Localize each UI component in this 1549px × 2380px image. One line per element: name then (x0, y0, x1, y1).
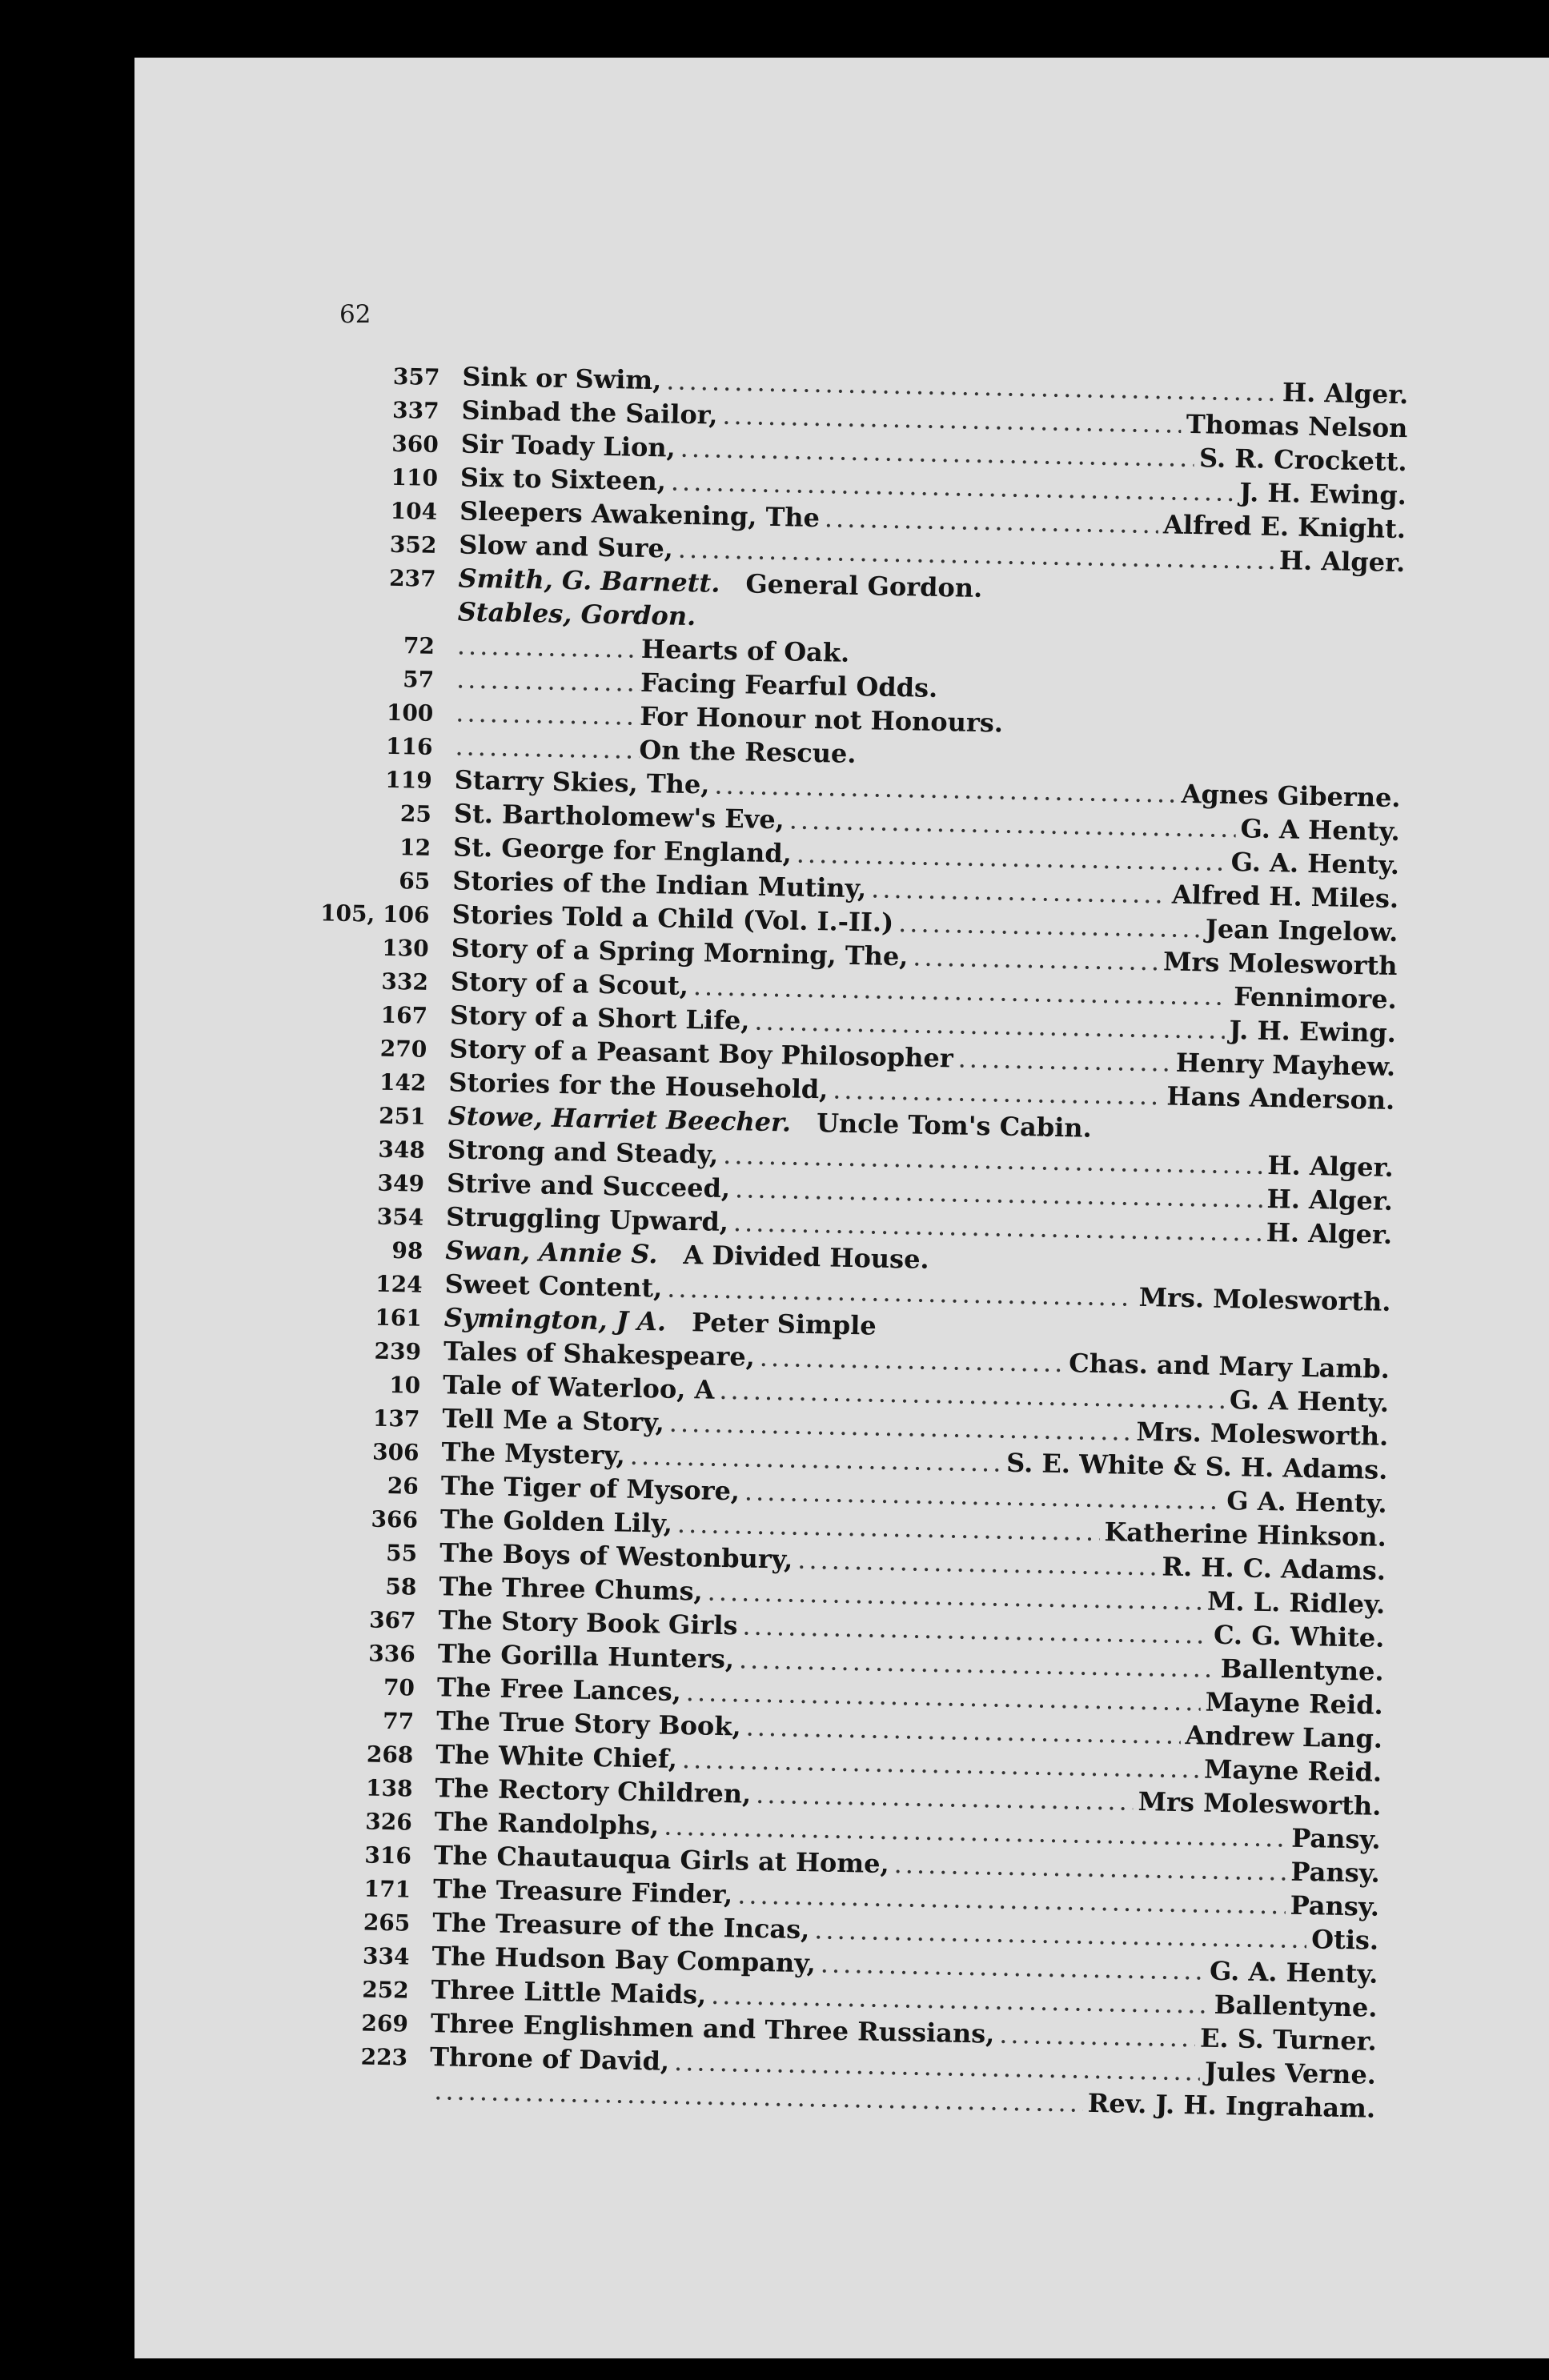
entry-number: 116 (385, 732, 433, 760)
entry-title: The Randolphs, (434, 1806, 660, 1841)
entry-number: 12 (399, 834, 431, 861)
entry-author-heading: Swan, Annie S. (445, 1235, 658, 1270)
entry-title: Stories of the Indian Mutiny, (451, 865, 867, 904)
entry-author: Ballentyne. (1214, 1989, 1378, 2023)
entry-title: The Story Book Girls (438, 1605, 738, 1641)
entry-number: 171 (363, 1875, 411, 1903)
entry-number: 237 (388, 564, 436, 592)
entry-number: 138 (365, 1774, 413, 1802)
entry-author: Mrs Molesworth. (1138, 1786, 1382, 1821)
entry-author: Pansy. (1290, 1822, 1381, 1855)
entry-number: 57 (402, 666, 435, 693)
entry-title: Stories Told a Child (Vol. I.-II.) (451, 899, 894, 938)
dot-leader (893, 1849, 1286, 1886)
entry-title: Sir Toady Lion, (460, 428, 676, 463)
entry-title: Throne of David, (429, 2041, 670, 2077)
entry-title: Tales of Shakespeare, (443, 1336, 756, 1372)
entry-author: Pansy. (1290, 1856, 1381, 1889)
entry-author: Ballentyne. (1220, 1653, 1384, 1687)
entry-title: Uncle Tom's Cabin. (816, 1108, 1093, 1144)
entry-author: M. L. Ridley. (1206, 1585, 1386, 1620)
entry-number: 167 (380, 1001, 428, 1029)
entry-title: The White Chief, (435, 1739, 678, 1774)
dot-leader (759, 1342, 1064, 1378)
entry-author: J. H. Ewing. (1229, 1015, 1397, 1049)
entry-number: 10 (388, 1371, 421, 1399)
entry-author: Katherine Hinkson. (1104, 1517, 1387, 1553)
entry-number: 70 (383, 1673, 415, 1701)
entry-number: 98 (391, 1237, 423, 1264)
entry-author: Jules Verne. (1204, 2056, 1377, 2090)
entry-title: Story of a Peasant Boy Philosopher (448, 1033, 954, 1074)
entry-title: The True Story Book, (435, 1705, 742, 1742)
entry-number: 25 (399, 800, 432, 827)
entry-author: Alfred H. Miles. (1171, 879, 1399, 915)
dot-leader (999, 2019, 1196, 2053)
entry-number: 336 (368, 1640, 416, 1668)
entry-author: G. A Henty. (1240, 813, 1401, 847)
entry-author: Mayne Reid. (1205, 1686, 1384, 1721)
entry-title: The Gorilla Hunters, (437, 1638, 735, 1675)
dot-leader (630, 1440, 1002, 1478)
entry-number: 326 (364, 1808, 413, 1836)
dot-leader (455, 697, 640, 731)
entry-author-heading: Stables, Gordon. (457, 596, 696, 632)
entry-number: 360 (391, 430, 439, 458)
entry-title: Three Little Maids, (431, 1974, 707, 2010)
entry-number: 58 (385, 1573, 417, 1601)
entry-number: 65 (399, 867, 431, 895)
entry-number: 104 (390, 497, 438, 525)
entry-author: G. A. Henty. (1230, 847, 1400, 881)
entry-title: Sleepers Awakening, The (459, 495, 821, 534)
entry-title: Six to Sixteen, (459, 462, 667, 497)
entry-author: H. Alger. (1266, 1183, 1394, 1216)
entry-title: Three Englishmen and Three Russians, (430, 2008, 995, 2049)
entry-title: The Chautauqua Girls at Home, (433, 1840, 890, 1880)
entry-author: Thomas Nelson (1186, 408, 1408, 444)
entry-number: 269 (361, 2009, 409, 2037)
entry-title: General Gordon. (745, 568, 983, 604)
entry-author: H. Alger. (1266, 1216, 1393, 1250)
entry-author: S. E. White & S. H. Adams. (1005, 1447, 1388, 1485)
entry-number: 223 (360, 2043, 408, 2071)
entry-number: 316 (364, 1841, 412, 1869)
entry-author: G. A. Henty. (1209, 1955, 1378, 1989)
entry-title: Strong and Steady, (447, 1134, 719, 1170)
entry-title: Hearts of Oak. (640, 633, 850, 668)
entry-title: St. George for England, (452, 831, 793, 869)
entry-title: Slow and Sure, (459, 529, 674, 564)
dot-leader (825, 503, 1159, 539)
entry-title: The Treasure Finder, (432, 1873, 733, 1910)
dot-leader (797, 1545, 1158, 1582)
entry-number: 334 (362, 1942, 410, 1970)
entry-title: Stories for the Household, (448, 1067, 829, 1105)
entry-number: 354 (376, 1203, 424, 1231)
entry-title: The Treasure of the Incas, (431, 1907, 810, 1945)
entry-title: Story of a Short Life, (449, 1000, 750, 1036)
entry-author: Chas. and Mary Lamb. (1068, 1348, 1390, 1384)
entry-author-heading: Stowe, Harriet Beecher. (447, 1100, 792, 1138)
entry-author: Mrs. Molesworth. (1136, 1416, 1389, 1452)
dot-leader (821, 1948, 1206, 1985)
dot-leader (871, 873, 1167, 909)
entry-title: The Boys of Westonbury, (439, 1537, 793, 1575)
entry-title: The Tiger of Mysore, (440, 1470, 740, 1507)
dot-leader (457, 630, 642, 663)
entry-title: Facing Fearful Odds. (640, 667, 938, 703)
entry-title: Story of a Scout, (450, 966, 689, 1002)
entry-title: For Honour not Honours. (639, 700, 1004, 739)
entry-number: 366 (371, 1505, 419, 1533)
entry-author: Henry Mayhew. (1175, 1047, 1396, 1083)
entry-title: Tell Me a Story, (442, 1403, 665, 1438)
entry-number: 306 (371, 1438, 419, 1466)
entry-author: R. H. C. Adams. (1162, 1551, 1386, 1586)
entry-number: 357 (392, 363, 440, 391)
entry-number: 77 (382, 1707, 415, 1735)
entry-number: 239 (374, 1337, 422, 1365)
entry-author: Jean Ingelow. (1205, 913, 1399, 948)
entry-number: 142 (379, 1068, 427, 1096)
entry-author: H. Alger. (1267, 1149, 1395, 1184)
entry-number: 26 (387, 1472, 419, 1500)
entry-number: 349 (377, 1169, 425, 1197)
entry-author: E. S. Turner. (1199, 2022, 1378, 2057)
entry-author: Pansy. (1290, 1889, 1380, 1922)
entry-title: A Divided House. (683, 1239, 930, 1275)
entry-author: J. H. Ewing. (1239, 477, 1407, 511)
dot-leader (957, 1044, 1171, 1078)
dot-leader (756, 1779, 1134, 1817)
entry-author: H. Alger. (1282, 377, 1409, 411)
entry-number: 124 (375, 1270, 423, 1298)
page-number: 62 (339, 300, 371, 329)
entry-title: Starry Skies, The, (454, 764, 710, 800)
entry-author-heading: Symington, J A. (443, 1302, 667, 1337)
entry-title: The Three Chums, (439, 1571, 704, 1607)
entry-number: 119 (384, 766, 433, 794)
entry-number (323, 618, 458, 620)
entry-number: 110 (391, 463, 439, 491)
entry-number: 332 (381, 968, 429, 996)
entry-author: G. A Henty. (1229, 1384, 1390, 1418)
entry-author: C. G. White. (1213, 1619, 1385, 1653)
entry-title: Peter Simple (691, 1307, 877, 1341)
dot-leader (913, 941, 1158, 976)
entry-author: Fennimore. (1233, 981, 1398, 1016)
entry-number: 100 (386, 699, 434, 727)
entry-author: Hans Anderson. (1166, 1080, 1395, 1116)
entry-number: 55 (385, 1539, 418, 1567)
entry-author: S. R. Crockett. (1198, 443, 1407, 478)
entry-title: Sinbad the Sailor, (461, 395, 718, 431)
dot-leader (833, 1075, 1162, 1112)
entry-number: 337 (391, 396, 439, 424)
dot-leader (455, 731, 640, 764)
entry-title: Tale of Waterloo, A (442, 1369, 715, 1405)
entry-title: The Rectory Children, (435, 1773, 752, 1809)
entry-author: Agnes Giberne. (1181, 778, 1401, 814)
entry-number: 105, 106 (319, 900, 430, 928)
entry-number: 268 (366, 1741, 414, 1769)
entry-author: Mayne Reid. (1203, 1753, 1382, 1788)
entry-author: G A. Henty. (1226, 1485, 1387, 1519)
entry-number: 348 (378, 1136, 426, 1164)
entry-author: Rev. J. H. Ingraham. (1087, 2087, 1376, 2124)
entry-number: 367 (368, 1606, 416, 1634)
entry-author: H. Alger. (1278, 545, 1406, 579)
entry-title: Struggling Upward, (445, 1201, 729, 1238)
entry-author: Otis. (1310, 1924, 1379, 1956)
entry-author: Andrew Lang. (1185, 1720, 1383, 1754)
entry-title: On the Rescue. (639, 734, 857, 770)
entry-title: St. Bartholomew's Eve, (453, 798, 785, 835)
entry-title: The Golden Lily, (439, 1504, 673, 1539)
entry-number: 252 (361, 1976, 410, 2004)
entry-title: Sink or Swim, (462, 361, 662, 396)
entry-author: Mrs Molesworth (1162, 946, 1398, 982)
entry-number: 137 (372, 1404, 420, 1432)
entry-number: 130 (381, 934, 430, 962)
entry-title: The Mystery, (441, 1436, 626, 1471)
entry-number: 251 (378, 1102, 426, 1130)
entry-number: 352 (389, 531, 437, 559)
entry-title: The Free Lances, (436, 1672, 682, 1708)
entry-title: Story of a Spring Morning, The, (451, 932, 909, 972)
entry-number (295, 2097, 429, 2099)
entry-number: 270 (379, 1035, 427, 1063)
entry-author: Alfred E. Knight. (1162, 509, 1407, 545)
entry-number: 72 (403, 632, 435, 659)
entry-number: 265 (363, 1909, 411, 1937)
entry-author: Mrs. Molesworth. (1138, 1281, 1391, 1317)
dot-leader (456, 663, 641, 697)
entry-author-heading: Smith, G. Barnett. (458, 563, 720, 599)
entry-title: Sweet Content, (444, 1268, 663, 1304)
entry-number: 161 (375, 1304, 423, 1332)
entry-title: Strive and Succeed, (446, 1168, 731, 1204)
entry-title: The Hudson Bay Company, (431, 1941, 817, 1979)
dot-leader (898, 908, 1201, 944)
